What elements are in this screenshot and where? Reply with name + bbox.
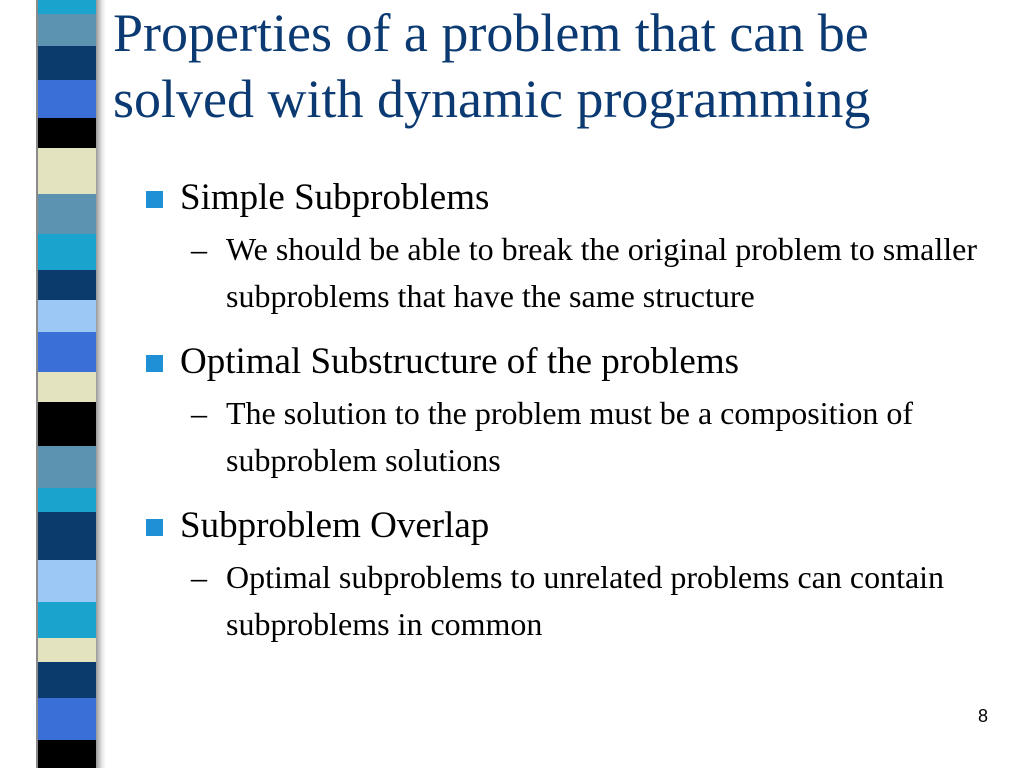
square-bullet-icon [146, 519, 163, 536]
stripe-band [38, 488, 98, 512]
sub-bullet-item [142, 554, 1012, 648]
bullet-text: Simple Subproblems [180, 177, 490, 218]
sub-bullet-text: We should be able to break the original problem to smaller subproblems that have the same structure [226, 231, 977, 314]
stripe-band [38, 300, 98, 332]
dash-marker: – [191, 559, 207, 595]
dash-marker: – [191, 231, 207, 267]
bullet-item [142, 498, 1012, 554]
stripe-band [38, 560, 98, 602]
stripe-band [38, 602, 98, 638]
stripe-band [38, 194, 98, 234]
slide-title: Properties of a problem that can be solved with dynamic programming [113, 3, 871, 129]
dash-marker: – [191, 395, 207, 431]
stripe-band [38, 0, 98, 14]
sub-bullet-item [142, 390, 1012, 484]
square-bullet-icon [146, 191, 163, 208]
stripe-band [38, 46, 98, 80]
stripe-band [38, 698, 98, 740]
slide-left-margin [0, 0, 38, 768]
stripe-band [38, 446, 98, 488]
page-number: 8 [977, 706, 988, 726]
sub-bullet-item [142, 226, 1012, 320]
bullet-item [142, 334, 1012, 390]
decorative-stripe-column [38, 0, 98, 768]
stripe-band [38, 332, 98, 372]
stripe-band [38, 662, 98, 698]
bullet-item [142, 170, 1012, 226]
stripe-band [38, 740, 98, 768]
stripe-band [38, 118, 98, 148]
sub-bullet-text: The solution to the problem must be a composition of subproblem solutions [226, 395, 914, 478]
stripe-band [38, 234, 98, 270]
square-bullet-icon [146, 355, 163, 372]
slide-body [142, 170, 1012, 662]
stripe-band [38, 148, 98, 194]
stripe-band [38, 512, 98, 560]
stripe-band [38, 270, 98, 300]
sub-bullet-text: Optimal subproblems to unrelated problems can contain subproblems in common [226, 559, 945, 642]
stripe-band [38, 402, 98, 446]
bullet-text: Optimal Substructure of the problems [180, 341, 740, 382]
stripe-band [38, 372, 98, 402]
bullet-text: Subproblem Overlap [180, 505, 490, 546]
stripe-band [38, 638, 98, 662]
stripe-shadow [96, 0, 106, 768]
stripe-band [38, 80, 98, 118]
stripe-band [38, 14, 98, 46]
